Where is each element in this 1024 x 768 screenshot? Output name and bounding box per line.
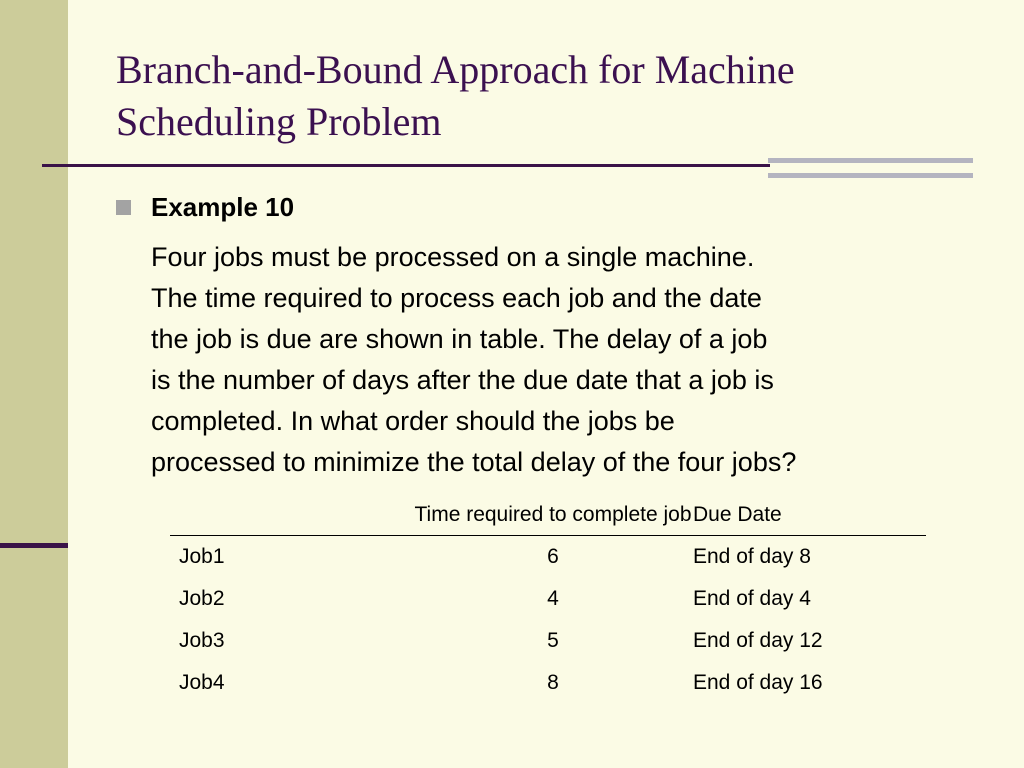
due-date-cell: End of day 16 [693, 671, 823, 694]
job-name-cell: Job3 [179, 629, 225, 652]
job-table [170, 494, 926, 704]
due-date-cell: End of day 4 [693, 587, 811, 610]
left-side-band [0, 0, 68, 768]
time-required-cell: 4 [547, 587, 559, 610]
title-line-2: Scheduling Problem [116, 99, 442, 144]
body-line-2: The time required to process each job and the date [151, 283, 762, 313]
slide-title [116, 44, 976, 148]
body-line-3: the job is due are shown in table. The delay of a job [151, 324, 768, 354]
header-time-required: Time required to complete job [414, 494, 692, 536]
job-name-cell: Job2 [179, 587, 225, 610]
due-date-cell: End of day 12 [693, 629, 823, 652]
table-row [170, 620, 926, 662]
header-job [170, 494, 414, 536]
table-header-row [170, 494, 926, 536]
table-row [170, 578, 926, 620]
job-name-cell: Job1 [179, 545, 225, 568]
job-name-cell: Job4 [179, 671, 225, 694]
body-line-6: processed to minimize the total delay of the four jobs? [151, 447, 797, 477]
body-line-5: completed. In what order should the jobs be [151, 406, 675, 436]
example-heading: Example 10 [151, 192, 295, 222]
body-line-4: is the number of days after the due date that a job is [151, 365, 774, 395]
title-divider-line [42, 164, 770, 167]
side-band-accent-line [0, 543, 68, 548]
table-row [170, 662, 926, 704]
accent-bar-bottom [768, 173, 973, 178]
body-line-1: Four jobs must be processed on a single machine. [151, 242, 755, 272]
accent-bar-top [768, 158, 973, 163]
time-required-cell: 5 [547, 629, 559, 652]
due-date-cell: End of day 8 [693, 545, 811, 568]
title-line-1: Branch-and-Bound Approach for Machine [116, 47, 795, 92]
time-required-cell: 8 [547, 671, 559, 694]
square-bullet-icon [116, 200, 131, 215]
header-due-date: Due Date [692, 494, 926, 536]
time-required-cell: 6 [547, 545, 559, 568]
problem-statement [151, 237, 981, 483]
table-row [170, 536, 926, 579]
